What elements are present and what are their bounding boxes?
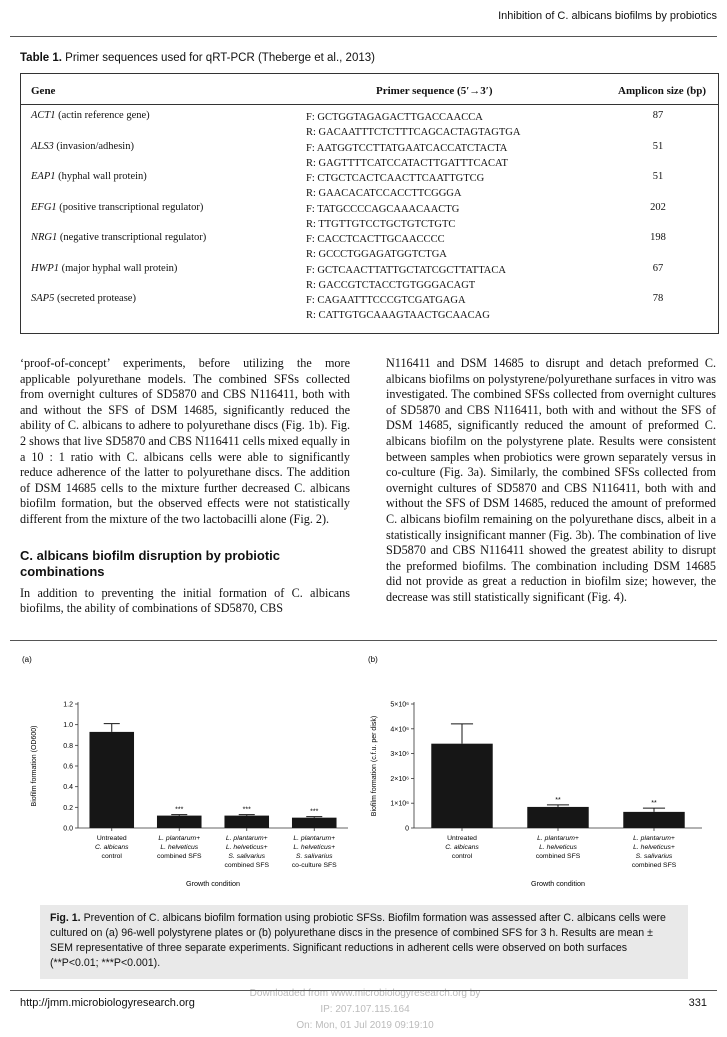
right-paragraph-1: N116411 and DSM 14685 to disrupt and detach preformed C. albicans biofilms on polystyrene/polyurethane surfaces in vitro was investigated. The combined SFSs collected from overnight cultures of SD5870 and CBS N116411, both with and without the SFS of DSM 14685, significantly reduced the amount of preformed C. albicans biofilm on the polystyrene plate. Results were consistent between samples when probiotics were grown separately versus in co-culture (Fig. 3a). Similarly, the combined SFSs collected from overnight cultures of SD5870 and CBS N116411, both with and without the SFS of DSM 14685, reduced the amount of preformed C. albicans biofilm remaining on the polyurethane discs, albeit in a statistically insignificant manner (Fig. 3b). The combination of live SD5870 and CBS N116411 showed the greatest ability to disrupt the preformed biofilms. The combination including DSM 14685 did not provide as great a reduction in biofilm size; however, the decrease was still statistically significant (Fig. 4). bbox=[386, 356, 716, 604]
running-head: Inhibition of C. albicans biofilms by probiotics bbox=[498, 10, 717, 22]
left-column bbox=[20, 356, 350, 617]
bar bbox=[623, 812, 684, 828]
bar bbox=[292, 818, 337, 828]
significance-mark: *** bbox=[175, 806, 184, 814]
primer-cell: F: TATGCCCCAGCAAACAACTG R: TTGTTGTCCTGCTGTCTGTC bbox=[306, 203, 460, 230]
primer-cell: F: CAGAATTTCCCGTCGATGAGA R: CATTGTGCAAAGTAACTGCAACAG bbox=[306, 295, 490, 321]
footer-rule bbox=[10, 990, 717, 991]
primer-cell: F: GCTCAACTTATTGCTATCGCTTATTACA R: GACCGTCTACCTGTGGGACAGT bbox=[306, 264, 506, 291]
x-tick-label: Untreated bbox=[447, 835, 477, 842]
x-tick-label: S. salivarius bbox=[635, 853, 673, 860]
right-column bbox=[386, 356, 716, 606]
gene-cell: EFG1 (positive transcriptional regulator) bbox=[31, 201, 204, 213]
x-tick-label: L. plantarum+ bbox=[158, 835, 201, 842]
panel-label: (a) bbox=[22, 655, 32, 664]
x-tick-label: control bbox=[451, 853, 473, 860]
x-tick-label: Untreated bbox=[96, 835, 127, 842]
bar bbox=[89, 732, 134, 828]
left-paragraph-2: In addition to preventing the initial formation of C. albicans biofilms, the ability of combinations of SD5870, CBS bbox=[20, 585, 350, 616]
section-heading: C. albicans biofilm disruption by probiotic combinations bbox=[20, 547, 281, 579]
x-tick-label: combined SFS bbox=[156, 853, 202, 860]
watermark-line: IP: 207.107.115.164 bbox=[320, 1004, 410, 1015]
amplicon-cell: 51 bbox=[652, 171, 664, 182]
header-amplicon: Amplicon size (bp) bbox=[618, 85, 706, 97]
bar bbox=[527, 807, 588, 828]
gene-cell: EAP1 (hyphal wall protein) bbox=[31, 171, 147, 182]
primer-cell: F: GCTGGTAGAGACTTGACCAACCA R: GACAATTTCTCTTTCAGCACTAGTAGTGA bbox=[306, 112, 521, 138]
significance-mark: *** bbox=[310, 808, 319, 816]
y-tick-label: 1.2 bbox=[63, 701, 73, 709]
amplicon-cell: 51 bbox=[652, 140, 664, 152]
y-tick-label: 4×10⁶ bbox=[390, 726, 409, 734]
amplicon-cell: 87 bbox=[652, 110, 664, 121]
amplicon-cell: 202 bbox=[650, 201, 666, 213]
figure-caption bbox=[40, 905, 688, 979]
gene-cell: SAP5 (secreted protease) bbox=[31, 293, 136, 304]
download-watermark bbox=[230, 986, 500, 1034]
x-tick-label: S. salivarius bbox=[295, 853, 333, 860]
chart-b bbox=[368, 652, 708, 887]
primer-cell: F: CACCTCACTTGCAACCCC R: GCCCTGGAGATGGTCTGA bbox=[306, 234, 447, 260]
header-primer: Primer sequence (5′→3′) bbox=[376, 85, 493, 97]
x-tick-label: L. helveticus bbox=[160, 844, 199, 851]
x-tick-label: L. plantarum+ bbox=[225, 835, 268, 842]
y-tick-label: 0 bbox=[405, 825, 409, 833]
x-tick-label: L. helveticus+ bbox=[225, 844, 268, 851]
y-tick-label: 2×10⁶ bbox=[390, 775, 409, 783]
significance-mark: ** bbox=[651, 800, 657, 808]
x-tick-label: C. albicans bbox=[445, 844, 479, 851]
page-number: 331 bbox=[688, 997, 707, 1009]
x-tick-label: L. helveticus+ bbox=[633, 844, 675, 851]
x-tick-label: combined SFS bbox=[224, 862, 270, 869]
journal-url[interactable]: http://jmm.microbiologyresearch.org bbox=[20, 997, 195, 1009]
table-label: Table 1. bbox=[20, 52, 62, 64]
y-axis-label: Biofilm formation (OD600) bbox=[31, 725, 38, 807]
bar bbox=[157, 816, 202, 828]
y-tick-label: 0.6 bbox=[63, 763, 73, 771]
x-tick-label: L. plantarum+ bbox=[293, 835, 336, 842]
x-tick-label: C. albicans bbox=[94, 844, 129, 851]
bar bbox=[431, 744, 492, 828]
y-tick-label: 3×10⁶ bbox=[390, 751, 409, 759]
x-tick-label: L. helveticus bbox=[539, 844, 577, 851]
x-tick-label: control bbox=[101, 853, 122, 860]
y-tick-label: 1.0 bbox=[63, 722, 73, 730]
y-tick-label: 0.4 bbox=[63, 784, 73, 792]
x-tick-label: combined SFS bbox=[631, 862, 677, 869]
gene-cell: NRG1 (negative transcriptional regulator) bbox=[31, 232, 207, 243]
y-tick-label: 0.2 bbox=[63, 804, 73, 812]
table-title-text: Primer sequences used for qRT-PCR (Theberge et al., 2013) bbox=[65, 52, 375, 64]
significance-mark: ** bbox=[555, 796, 561, 804]
y-tick-label: 0.8 bbox=[63, 742, 73, 750]
panel-label: (b) bbox=[368, 655, 378, 664]
amplicon-cell: 67 bbox=[652, 262, 664, 274]
x-axis-label: Growth condition bbox=[531, 879, 585, 887]
primer-table bbox=[20, 73, 719, 334]
amplicon-cell: 78 bbox=[652, 293, 664, 304]
y-axis-label: Biofilm formation (c.f.u. per disk) bbox=[371, 715, 378, 817]
significance-mark: *** bbox=[242, 806, 251, 814]
gene-cell: ALS3 (invasion/adhesin) bbox=[31, 140, 134, 152]
header-gene: Gene bbox=[31, 85, 56, 97]
x-tick-label: L. helveticus+ bbox=[293, 844, 336, 851]
x-tick-label: L. plantarum+ bbox=[633, 835, 675, 842]
x-tick-label: S. salivarius bbox=[228, 853, 266, 860]
primer-cell: F: CTGCTCACTCAACTTCAATTGTCG R: GAACACATCCACCTTCGGGA bbox=[306, 173, 485, 199]
chart-a bbox=[22, 652, 362, 887]
x-tick-label: L. plantarum+ bbox=[537, 835, 579, 842]
gene-cell: ACT1 (actin reference gene) bbox=[31, 110, 150, 121]
caption-text: Prevention of C. albicans biofilm formation using probiotic SFSs. Biofilm formation was assessed after C. albicans cells were cultured on (a) 96-well polystyrene plates or (b) polyurethane discs in the presence of combined SFS for 3 h. Results are mean ± SEM representative of three separate experiments. Significant reductions in adherent cells were observed on both surfaces (**P<0.01; ***P<0.001). bbox=[50, 912, 666, 969]
x-axis-label: Growth condition bbox=[186, 879, 240, 887]
primer-cell: F: AATGGTCCTTATGAATCACCATCTACTA R: GAGTTTTCATCCATACTTGATTTCACAT bbox=[306, 142, 508, 169]
table-header bbox=[21, 74, 718, 105]
table-title bbox=[20, 52, 375, 64]
caption-label: Fig. 1. bbox=[50, 912, 81, 924]
watermark-line: Downloaded from www.microbiologyresearch.org by bbox=[249, 988, 481, 999]
x-tick-label: combined SFS bbox=[535, 853, 581, 860]
y-tick-label: 5×10⁶ bbox=[390, 701, 409, 709]
header-rule bbox=[10, 36, 717, 37]
y-tick-label: 0.0 bbox=[63, 825, 73, 833]
gene-cell: HWP1 (major hyphal wall protein) bbox=[31, 262, 178, 274]
figure-rule bbox=[10, 640, 717, 641]
left-paragraph-1: ‘proof-of-concept’ experiments, before utilizing the more applicable polyurethane models. The combined SFSs collected from overnight cultures of SD5870 and CBS N116411, both with and without the SFS of DSM 14685, significantly reduced the ability of C. albicans to adhere to polyurethane discs (Fig. 1b). Fig. 2 shows that live SD5870 and CBS N116411 cells mixed equally in a 10 : 1 ratio with C. albicans cells were able to significantly reduce adherence of the latter to polyurethane discs. The addition of DSM 14685 cells to the mixture further decreased C. albicans biofilm formation, but the observed effects were not statistically different from the mixture of the two lactobacilli alone (Fig. 2). bbox=[20, 356, 350, 526]
amplicon-cell: 198 bbox=[650, 232, 666, 243]
y-tick-label: 1×10⁶ bbox=[390, 800, 409, 808]
watermark-line: On: Mon, 01 Jul 2019 09:19:10 bbox=[296, 1020, 434, 1031]
x-tick-label: co-culture SFS bbox=[291, 862, 337, 869]
bar bbox=[224, 816, 269, 828]
